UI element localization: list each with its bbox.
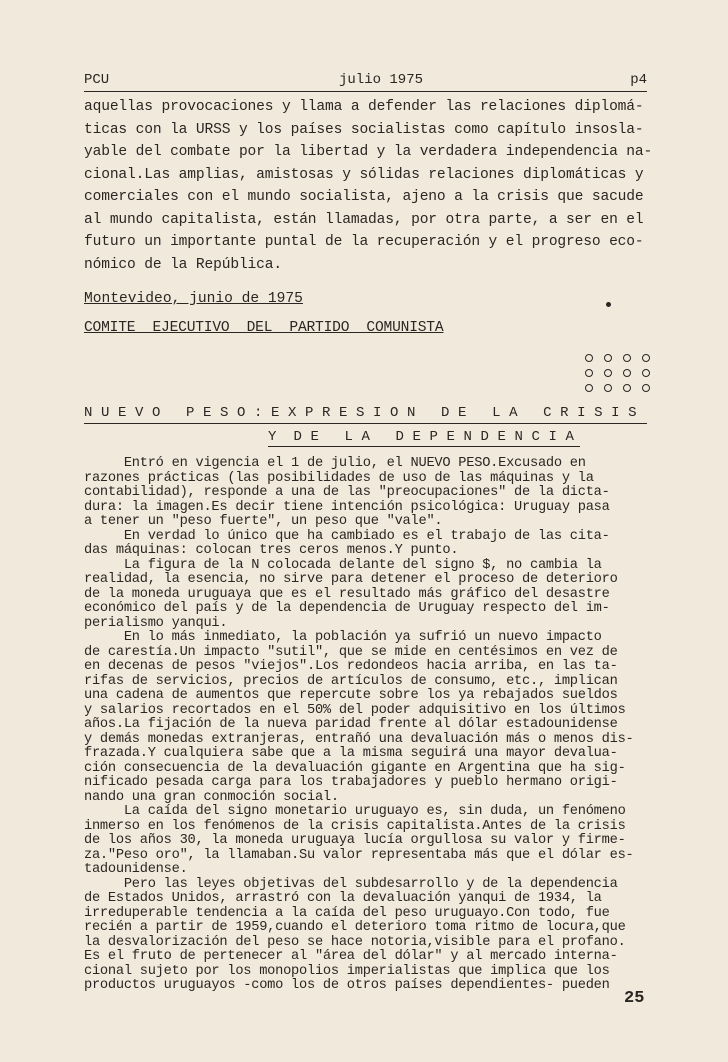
article-title-line2: Y D E L A D E P E N D E N C I A: [268, 429, 575, 445]
intro-paragraph: [84, 96, 664, 276]
body-line: za."Peso oro", la llamaban.Su valor representaba más que el dólar es-: [84, 847, 634, 863]
body-line: En verdad lo único que ha cambiado es el trabajo de las cita-: [84, 528, 610, 544]
body-line: años.La fijación de la nueva paridad frente al dólar estadounidense: [84, 717, 618, 732]
body-line: Pero las leyes objetivas del subdesarrollo y de la dependencia: [84, 876, 618, 892]
body-line: de la moneda uruguaya que es el resultado más gráfico del desastre: [84, 586, 610, 602]
intro-line: al mundo capitalista, están llamadas, por otra parte, a ser en el: [84, 211, 644, 228]
intro-line: aquellas provocaciones y llama a defender las relaciones diplomá-: [84, 99, 644, 115]
signature-committee: COMITE EJECUTIVO DEL PARTIDO COMUNISTA: [84, 320, 444, 336]
body-line: nificado pesada carga para los trabajadores y pueblo hermano origi-: [84, 775, 618, 790]
body-line: rifas de servicios, precios de artículos de consumo, etc., implican: [84, 673, 618, 689]
section-separator-circles: [585, 349, 661, 394]
intro-line: ticas con la URSS y los países socialistas como capítulo insosla-: [84, 121, 644, 138]
intro-line: nómico de la República.: [84, 256, 282, 273]
body-line: de los años 30, la moneda uruguaya lucía orgullosa su valor y firme-: [84, 833, 626, 848]
article-title-line1: N U E V O P E S O : E X P R E S I O N D E L A C R I S I S: [84, 405, 637, 421]
header-rule: [84, 91, 647, 92]
body-line: la desvalorización del peso se hace notoria,visible para el profano.: [84, 934, 626, 950]
body-line: inmerso en los fenómenos de la crisis capitalista.Antes de la crisis: [84, 818, 626, 834]
article-body: [84, 457, 684, 994]
intro-line: comerciales con el mundo socialista, ajeno a la crisis que sacude: [84, 189, 644, 205]
body-line: razones prácticas (las posibilidades de uso de las máquinas y la: [84, 470, 594, 486]
intro-line: yable del combate por la libertad y la verdadera independencia na-: [84, 144, 653, 160]
header-date: julio 1975: [339, 72, 424, 88]
body-line: realidad, la esencia, no sirve para detener el proceso de deterioro: [84, 572, 618, 587]
ink-dot: [606, 302, 611, 307]
body-line: tadounidense.: [84, 862, 188, 877]
body-line: La figura de la N colocada delante del signo $, no cambia la: [84, 557, 602, 573]
body-line: frazada.Y cualquiera sabe que a la misma seguirá una mayor devalua-: [84, 746, 618, 761]
body-line: una cadena de aumentos que repercute sobre los ya rebajados sueldos: [84, 688, 618, 703]
body-line: irreduperable tendencia a la caída del peso uruguayo.Con todo, fue: [84, 905, 610, 921]
body-line: de carestía.Un impacto "sutil", que se mide en centésimos en vez de: [84, 644, 618, 660]
page-header: [84, 72, 647, 92]
body-line: cional sujeto por los monopolios imperialistas que implica que los: [84, 963, 610, 979]
title-underline-1: [84, 423, 647, 424]
intro-line: futuro un importante puntal de la recuperación y el progreso eco-: [84, 234, 644, 250]
body-line: en decenas de pesos "viejos".Los redondeos hacia arriba, en las ta-: [84, 659, 618, 674]
body-line: das máquinas: colocan tres ceros menos.Y punto.: [84, 543, 459, 558]
title-underline-2: [268, 446, 580, 447]
body-line: productos uruguayos -como los de otros países dependientes- pueden: [84, 978, 610, 993]
body-line: La caída del signo monetario uruguayo es, sin duda, un fenómeno: [84, 804, 626, 819]
header-left: PCU: [84, 72, 110, 88]
body-line: y demás monedas extranjeras, entrañó una devaluación más o menos dis-: [84, 731, 634, 747]
body-line: ción consecuencia de la devaluación gigante en Argentina que ha sig-: [84, 760, 626, 776]
body-line: a tener un "peso fuerte", un peso que "vale".: [84, 514, 443, 529]
signature-place-date: Montevideo, junio de 1975: [84, 291, 303, 307]
body-line: económico del país y de la dependencia de Uruguay respecto del im-: [84, 601, 610, 616]
body-line: recién a partir de 1959,cuando el deterioro toma ritmo de locura,que: [84, 920, 626, 935]
body-line: perialismo yanqui.: [84, 615, 228, 631]
intro-line: cional.Las amplias, amistosas y sólidas relaciones diplomáticas y: [84, 166, 644, 183]
body-line: nando una gran conmoción social.: [84, 789, 339, 805]
body-line: Es el fruto de pertenecer al "área del dólar" y al mercado interna-: [84, 949, 618, 964]
body-line: contabilidad), responde a una de las "preocupaciones" de la dicta-: [84, 485, 610, 500]
body-line: En lo más inmediato, la población ya sufrió un nuevo impacto: [84, 630, 602, 645]
body-line: Entró en vigencia el 1 de julio, el NUEVO PESO.Excusado en: [84, 456, 586, 471]
page-number: 25: [624, 989, 645, 1008]
body-line: de Estados Unidos, arrastró con la devaluación yanqui de 1934, la: [84, 891, 602, 906]
body-line: dura: la imagen.Es decir tiene intención psicológica: Uruguay pasa: [84, 499, 610, 515]
header-page-ref: p4: [630, 72, 647, 88]
body-line: y salarios recortados en el 50% del poder adquisitivo en los últimos: [84, 702, 626, 718]
